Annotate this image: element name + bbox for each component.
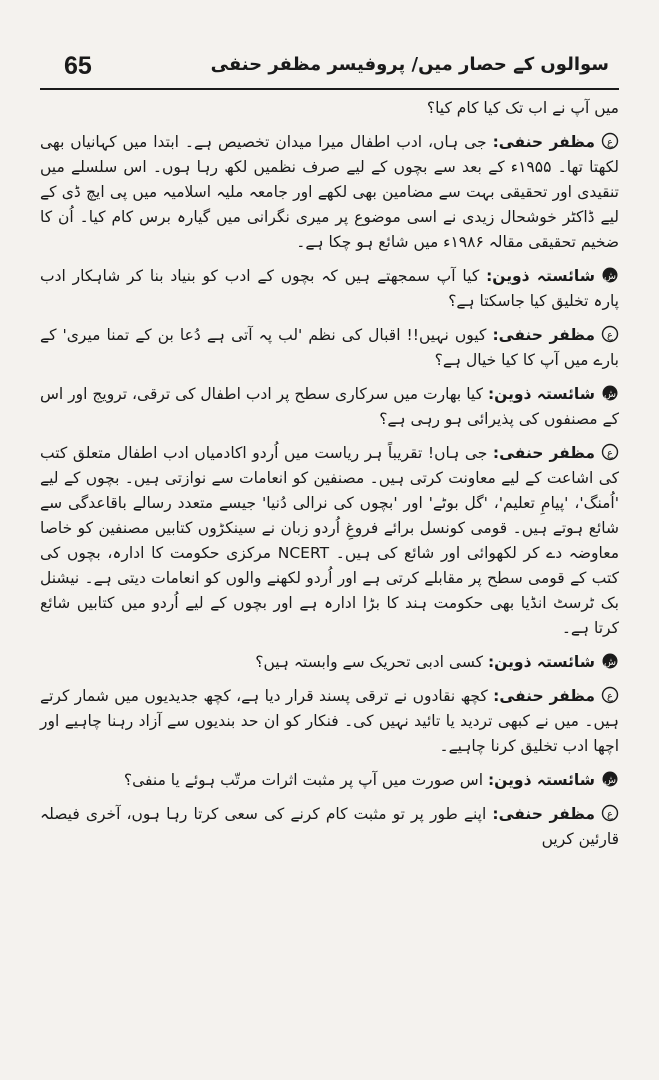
page-header	[40, 44, 619, 90]
paragraph-text: اپنے طور پر تو مثبت کام کرنے کی سعی کرتا رہا ہوں، آخری فیصلہ قارئین کریں	[40, 805, 619, 848]
answer-marker-icon	[601, 686, 619, 704]
speaker-name: شائستہ ذوین:	[487, 385, 595, 403]
svg-text:ع: ع	[607, 330, 613, 341]
paragraph-answer	[40, 130, 619, 255]
speaker-name: شائستہ ذوین:	[486, 267, 595, 285]
paragraph-text: میں آپ نے اب تک کیا کام کیا؟	[426, 99, 619, 117]
paragraph-text: کیا آپ سمجھتے ہیں کہ بچوں کے ادب کو بنیاد بنا کر شاہکار ادب پارہ تخلیق کیا جاسکتا ہے؟	[40, 267, 619, 310]
paragraph-text: اس صورت میں آپ پر مثبت اثرات مرتّب ہوئے یا منفی؟	[123, 771, 484, 789]
svg-text:ش: ش	[603, 389, 617, 400]
paragraph-text: کیا بھارت میں سرکاری سطح پر ادب اطفال کی ترقی، ترویج اور اس کے مصنفوں کی پذیرائی ہو رہی ہے؟	[40, 385, 619, 428]
speaker-name: مظفر حنفی:	[493, 687, 595, 705]
svg-text:ش: ش	[603, 657, 617, 668]
speaker-name: مظفر حنفی:	[492, 133, 595, 151]
paragraph-text: جی ہاں! تقریباً ہر ریاست میں اُردو اکادمیاں ادب اطفال متعلق کتب کی اشاعت کے لیے معاونت کرتی ہیں۔ مصنفین کو انعامات سے نوازتی ہیں۔ بچوں کے لیے 'اُمنگ'، 'پیامِ تعلیم'، 'گل بوٹے' اور 'بچوں کی نرالی دُنیا' جیسے متعدد رسالے باقاعدگی سے شائع ہوتے ہیں۔ قومی کونسل برائے فروغِ اُردو زبان نے سینکڑوں کتابیں مصنفین کو خاصا معاوضہ دے کر لکھوائی اور شائع کی ہیں۔ NCERT مرکزی حکومت کا ادارہ، بچوں کی کتب کے قومی سطح پر مقابلے کرتی ہے اور اُردو لکھنے والوں کو انعامات دیتی ہے۔ نیشنل بک ٹرسٹ انڈیا بھی حکومت ہند کا بڑا ادارہ ہے اور بچوں کے لیے اُردو میں کتابیں شائع کرتا ہے۔	[40, 444, 619, 637]
svg-text:ع: ع	[607, 137, 613, 148]
paragraph-text: کیوں نہیں!! اقبال کی نظم 'لب پہ آتی ہے دُعا بن کے تمنا میری' کے بارے میں آپ کا کیا خیال ہے؟	[40, 326, 619, 369]
paragraph-question	[40, 650, 619, 675]
page-number: 65	[64, 52, 92, 80]
paragraph-text: کچھ نقادوں نے ترقی پسند قرار دیا ہے، کچھ جدیدیوں میں شمار کرتے ہیں۔ میں نے کبھی تردید یا تائید نہیں کی۔ فنکار کو ان حد بندیوں سے آزاد رہنا چاہیے اور اچھا ادب تخلیق کرنا چاہیے۔	[40, 687, 619, 755]
svg-text:ع: ع	[607, 809, 613, 820]
running-title: سوالوں کے حصار میں/ پروفیسر مظفر حنفی	[210, 54, 609, 75]
paragraph-answer	[40, 441, 619, 641]
question-marker-icon	[601, 652, 619, 670]
paragraph-question	[40, 768, 619, 793]
speaker-name: مظفر حنفی:	[492, 444, 595, 462]
paragraph-answer	[40, 684, 619, 759]
paragraph-text: جی ہاں، ادب اطفال میرا میدان تخصیص ہے۔ ابتدا میں کہانیاں بھی لکھتا تھا۔ ۱۹۵۵ء کے بعد سے بچوں کے لیے صرف نظمیں لکھ رہا ہوں۔ اس سلسلے میں تنقیدی اور تحقیقی بہت سے مضامین بھی لکھے اور جامعہ ملیہ اسلامیہ میں پی ایچ ڈی کے لیے ڈاکٹر خوشحال زیدی نے اسی موضوع پر میری نگرانی میں گیارہ برس کام کیا۔ اُن کا ضخیم تحقیقی مقالہ ۱۹۸۶ء میں شائع ہو چکا ہے۔	[40, 133, 619, 251]
answer-marker-icon	[601, 443, 619, 461]
svg-text:ش: ش	[603, 271, 617, 282]
svg-text:ع: ع	[607, 448, 613, 459]
answer-marker-icon	[601, 804, 619, 822]
question-marker-icon	[601, 384, 619, 402]
speaker-name: شائستہ ذوین:	[487, 653, 595, 671]
question-marker-icon	[601, 770, 619, 788]
paragraph-answer	[40, 802, 619, 852]
paragraph-text: کسی ادبی تحریک سے وابستہ ہیں؟	[255, 653, 484, 671]
paragraph-continuation	[40, 96, 619, 121]
answer-marker-icon	[601, 132, 619, 150]
question-marker-icon	[601, 266, 619, 284]
paragraph-question	[40, 382, 619, 432]
paragraph-question	[40, 264, 619, 314]
interview-text	[40, 96, 619, 861]
answer-marker-icon	[601, 325, 619, 343]
speaker-name: مظفر حنفی:	[492, 326, 595, 344]
speaker-name: شائستہ ذوین:	[487, 771, 595, 789]
svg-text:ش: ش	[603, 775, 617, 786]
paragraph-answer	[40, 323, 619, 373]
speaker-name: مظفر حنفی:	[492, 805, 595, 823]
svg-text:ع: ع	[607, 691, 613, 702]
